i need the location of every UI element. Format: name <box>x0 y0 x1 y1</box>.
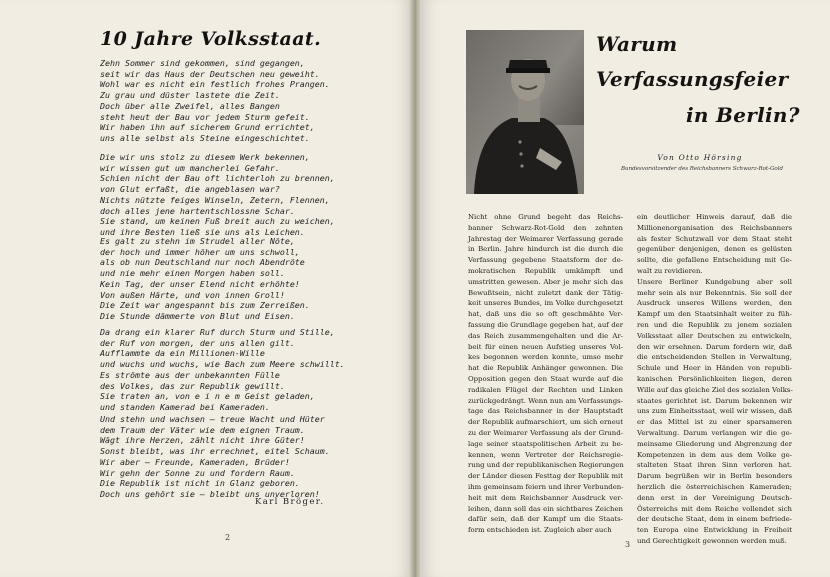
poem-line: und ihre Besten ließ sie uns als Leichen. <box>100 226 305 237</box>
article-line: Kampf um den Staatsinhalt weiter zu füh- <box>637 310 792 319</box>
article-line: kes begonnen werden konnte, umso mehr <box>468 353 623 362</box>
article-heading-line: in Berlin? <box>686 103 800 127</box>
article-line: herzlich die österreichischen Kameraden; <box>637 482 792 491</box>
article-line: Verfassung gegebene Staatsform der de- <box>468 256 623 265</box>
article-line: ten Europa eine Entwicklung in Freiheit <box>637 526 792 535</box>
article-line: rung und der republikanischen Regierungen <box>468 461 624 470</box>
poem-line: Die Zeit war angespannt bis zum Zerreißen. <box>100 300 310 311</box>
article-line: mokratischen Republik umkämpft und <box>468 266 623 275</box>
poem-line: und standen Kamerad bei Kameraden. <box>100 401 270 412</box>
poem-line: Sie traten an, von e i n e m Geist geladen, <box>100 391 315 402</box>
article-line: uns zum Einheitsstaat, weil wir wissen, daß <box>637 407 792 416</box>
article-line: stalteten Staat ihren Sinn verloren hat. <box>637 461 792 470</box>
article-line: lage seiner staatspolitischen Arbeit zu be- <box>468 439 623 448</box>
article-line: denn erst in der Vereinigung Deutsch- <box>637 493 792 502</box>
article-line: meinsame Gliederung und Abgrenzung der <box>637 439 792 448</box>
article-line: radikalen Flügel der Rechten und Linken <box>468 385 623 394</box>
article-byline-subtitle: Bundesvorsitzender des Reichsbanners Schwarz-Rot-Gold <box>621 166 783 172</box>
article-line: Bewußtsein, nicht zuletzt dank der Tätig- <box>468 288 623 297</box>
poem-line: Da drang ein klarer Ruf durch Sturm und Stille, <box>100 327 335 337</box>
poem-line: Zehn Sommer sind gekommen, sind gegangen, <box>100 58 305 68</box>
poem-line: von Glut erfaßt, die angeblasen war? <box>100 184 280 195</box>
article-line: Nicht ohne Grund begeht das Reichs- <box>468 213 623 221</box>
poem-line: Und stehn und wachsen — treue Wacht und Hüter <box>100 414 325 424</box>
article-line: form entschieden ist. Zugleich aber auch <box>468 526 612 535</box>
article-line: mehr sein als nur Bekenntnis. Sie soll der <box>637 288 792 297</box>
article-line: ren und die Republik zu jenem sozialen <box>637 320 792 329</box>
poem-line: Wir haben ihn auf sicherem Grund errichtet, <box>100 122 315 133</box>
portrait-photo-icon <box>466 30 584 194</box>
article-heading-line: Warum <box>596 32 678 56</box>
article-line: Opposition gegen den Staat wurde auf die <box>468 374 623 383</box>
poem-line: und nie mehr einen Morgen haben soll. <box>100 268 285 279</box>
article-line: Unsere Berliner Kundgebung aber soll <box>637 277 792 286</box>
article-line: der Länder diesen Festtag der Republik mit <box>468 472 623 481</box>
article-line: beit für einen neuen Aufstieg unseres Vol- <box>468 342 623 351</box>
article-line: Ausdruck unseres Willens werden, den <box>637 299 792 308</box>
article-line: leihen, dann soll das ein sichtbares Zeichen <box>468 504 623 513</box>
article-line: zu der Weimarer Verfassung als der Grund- <box>468 428 623 437</box>
poem-stanza <box>100 236 350 322</box>
poem-line: Doch uns gehört sie — bleibt uns unverloren! <box>100 488 320 499</box>
article-line: Volksstaat aller Deutschen zu entwickeln, <box>637 331 792 340</box>
article-line: keit unseres Bundes, im Volke durchgesetzt <box>468 299 623 308</box>
article-line: ihm gemeinsam feiern und ihrer Verbunden- <box>468 482 624 491</box>
poem-line: Zu grau und düster lastete die Zeit. <box>100 90 280 101</box>
poem-line: Die Republik ist nicht in Glanz geboren. <box>100 478 300 489</box>
poem-author: Karl Bröger. <box>255 497 325 507</box>
poem-line: des Volkes, das zur Republik gewillt. <box>100 380 285 391</box>
poem-line: wir wissen gut um mancherlei Gefahr. <box>100 162 280 173</box>
right-page <box>420 0 830 577</box>
poem-line: steht heut der Bau vor jedem Sturm gefeit. <box>100 111 310 122</box>
article-line: und Gerechtigkeit gewonnen werden muß. <box>637 536 787 545</box>
article-byline: Von Otto Hörsing <box>657 153 743 162</box>
article-line: umstritten gewesen. Aber je mehr sich das <box>468 277 623 286</box>
article-line: der deutsche Staat, dem in einem befriede- <box>637 515 792 524</box>
article-line: kennen, wenn Vertreter der Reichsregie- <box>468 450 623 459</box>
article-line: kanischen Persönlichkeiten liegen, deren <box>637 374 792 383</box>
page-number: 3 <box>625 540 631 549</box>
poem-line: Wir gehn der Sonne zu und fordern Raum. <box>100 467 295 478</box>
poem-line: uns alle selbst als Steine eingeschichtet. <box>100 132 310 143</box>
article-line: in Berlin. Jahre hindurch ist die durch die <box>468 245 623 254</box>
poem-title: 10 Jahre Volksstaat. <box>100 28 322 50</box>
article-line: tage das Reichsbanner in der Hauptstadt <box>468 407 623 416</box>
poem-line: Sonst bleibt, was ihr errechnet, eitel Schaum. <box>100 446 330 457</box>
page-number: 2 <box>225 533 231 542</box>
poem-line: der hoch und immer höher um uns schwoll, <box>100 246 300 257</box>
article-line: Darum begrüßen wir in Berlin besonders <box>637 472 792 481</box>
article-line: gegenüber denjenigen, denen es gelüsten <box>637 245 792 254</box>
poem-line: Aufflammte da ein Millionen-Wille <box>100 348 265 359</box>
article-line: Kompetenzen in dem aus dem Volke ge- <box>637 450 792 459</box>
article-line: hat die Republik Anhänger gewonnen. Die <box>468 364 623 373</box>
article-line: ein deutlicher Hinweis darauf, daß die <box>637 213 792 221</box>
poem-line: und wuchs und wuchs, wie Bach zum Meere schwillt. <box>100 359 345 370</box>
poem-line: Die wir uns stolz zu diesem Werk bekennen, <box>100 152 310 162</box>
article-line: Österreichs mit dem Reiche vollendet sich <box>637 504 792 513</box>
article-line: Jahrestag der Weimarer Verfassung gerade <box>468 234 623 243</box>
poem-line: dem Traum der Väter wie dem eignen Traum. <box>100 424 305 435</box>
poem-line: Wir aber — Freunde, Kameraden, Brüder! <box>100 456 290 467</box>
poem-line: der Ruf von morgen, der uns allen gilt. <box>100 337 295 348</box>
poem-line: doch alles jene hartentschlossne Schar. <box>100 205 295 216</box>
article-column <box>468 212 623 536</box>
article-line: als fester Schutzwall vor dem Staat steht <box>637 234 792 243</box>
poem-line: seit wir das Haus der Deutschen neu geweiht. <box>100 68 320 79</box>
article-line: Verwaltung. Darum verlangen wir die ge- <box>637 428 792 437</box>
poem-stanza <box>100 58 350 144</box>
article-line: zurückgedrängt. Wenn nun am Verfassungs- <box>468 396 623 405</box>
article-line: Schule und Heer in Händen von republi- <box>637 364 792 373</box>
poem-stanza <box>100 327 350 413</box>
poem-line: Die Stunde dämmerte von Blut und Eisen. <box>100 310 295 321</box>
poem-line: Von außen Härte, und von innen Groll! <box>100 289 285 300</box>
article-line: das Reich zusammengehalten und die Ar- <box>468 331 623 340</box>
poem-line: Kein Tag, der unser Elend nicht erhöhte! <box>100 278 300 289</box>
article-line: staates gerichtet ist. Darum bekennen wir <box>637 396 792 405</box>
poem-line: Es strömte aus der unbekannten Fülle <box>100 369 280 380</box>
poem-line: Doch über alle Zweifel, alles Bangen <box>100 100 280 111</box>
poem-stanza <box>100 414 350 500</box>
article-line: Millionenorganisation des Reichsbanners <box>637 223 792 232</box>
article-line: er das Mittel ist zu einer sparsameren <box>637 418 792 427</box>
poem-line: Sie stand, um keinen Fuß breit auch zu weichen, <box>100 216 335 227</box>
poem-line: Nichts nützte feiges Winseln, Zetern, Flennen, <box>100 194 330 205</box>
article-line: hat, daß uns die so oft geschmähte Ver- <box>468 310 623 319</box>
article-line: sollte, die gefallene Entscheidung mit Ge- <box>637 256 792 265</box>
poem-line: Wägt ihre Herzen, zählt nicht ihre Güter! <box>100 435 305 446</box>
article-line: die entscheidenden Stellen in Verwaltung, <box>637 353 792 362</box>
poem-stanza <box>100 152 350 238</box>
article-heading-line: Verfassungsfeier <box>596 67 789 91</box>
poem-line: Schien nicht der Bau oft lichterloh zu brennen, <box>100 173 335 184</box>
article-line: fassung die Grundlage gegeben hat, auf der <box>468 320 623 329</box>
article-line: dafür sein, daß der Kampf um die Staats- <box>468 515 623 524</box>
article-line: banner Schwarz-Rot-Gold den zehnten <box>468 223 623 232</box>
poem-line: Es galt zu stehn im Strudel aller Nöte, <box>100 236 295 246</box>
article-column <box>637 212 792 547</box>
poem-line: als ob nun Deutschland nur noch Abendröte <box>100 257 305 268</box>
article-line: walt zu revidieren. <box>637 266 703 275</box>
article-line: der Republik aufmarschiert, um sich erneut <box>468 418 623 427</box>
article-line: heit mit dem Reichsbanner Ausdruck ver- <box>468 493 623 502</box>
poem-line: Wohl war es nicht ein festlich frohes Prangen. <box>100 79 330 90</box>
article-line: den wir ersehnen. Darum fordern wir, daß <box>637 342 792 351</box>
left-page <box>0 0 412 577</box>
article-line: Wille auf das gleiche Ziel des sozialen Volks- <box>637 385 793 394</box>
